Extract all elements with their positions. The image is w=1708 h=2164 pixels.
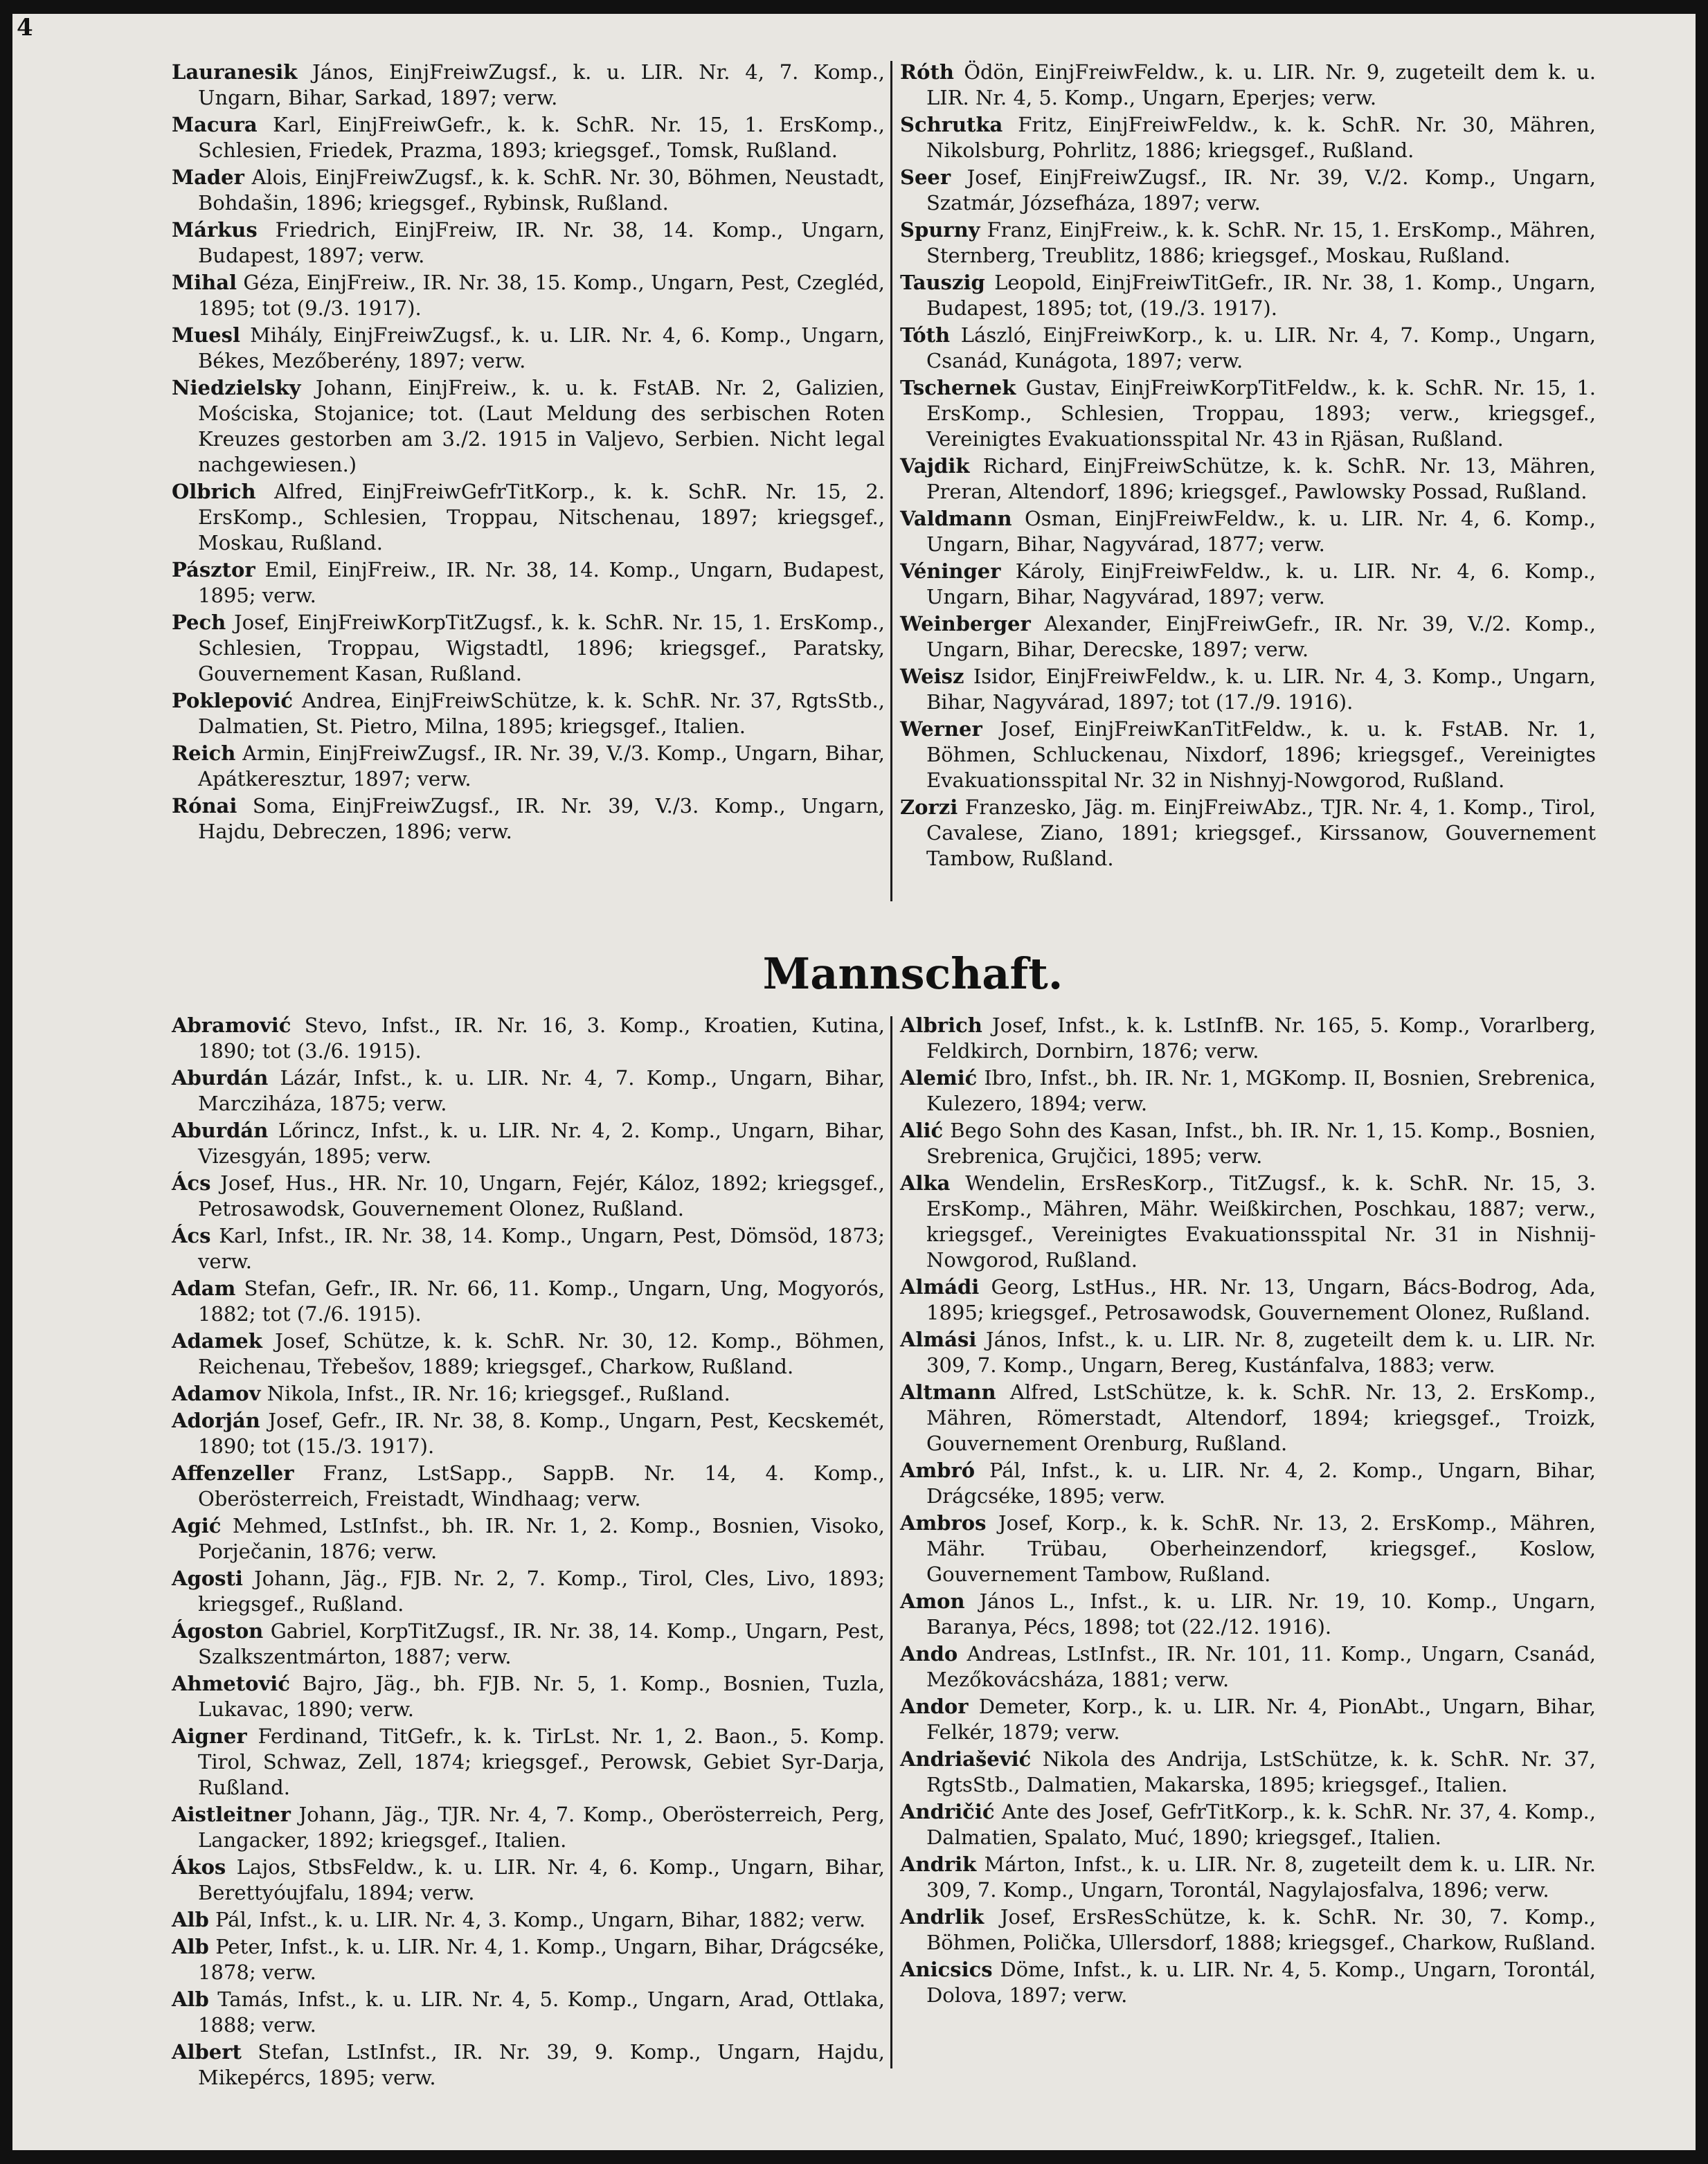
entry-surname: Vajdik [900, 454, 970, 478]
entry-surname: Alemić [900, 1066, 978, 1090]
list-entry [172, 557, 885, 608]
list-entry [172, 1987, 885, 2038]
list-entry [172, 793, 885, 845]
list-entry [172, 1171, 885, 1222]
entry-details: Ödön, EinjFreiwFeldw., k. u. LIR. Nr. 9, zugeteilt dem k. u. LIR. Nr. 4, 5. Komp., Ungarn, Eperjes; verw. [926, 60, 1596, 109]
entry-details: Emil, EinjFreiw., IR. Nr. 38, 14. Komp., Ungarn, Budapest, 1895; verw. [198, 558, 886, 607]
entry-surname: Weinberger [900, 612, 1031, 635]
entry-details: Georg, LstHus., HR. Nr. 13, Ungarn, Bács-Bodrog, Ada, 1895; kriegsgef., Petrosawodsk, Gouvernement Olonez, Rußland. [926, 1275, 1596, 1324]
entry-details: Gustav, EinjFreiwKorpTitFeldw., k. k. SchR. Nr. 15, 1. ErsKomp., Schlesien, Troppau, 1893; verw., kriegsgef., Vereinigtes Evakuationsspital Nr. 43 in Rjäsan, Rußland. [926, 376, 1597, 451]
entry-surname: Ágoston [172, 1619, 264, 1643]
entry-surname: Ács [172, 1224, 211, 1247]
entry-surname: Poklepović [172, 689, 294, 712]
list-entry [172, 688, 885, 739]
entry-details: Josef, Korp., k. k. SchR. Nr. 13, 2. ErsKomp., Mähren, Mähr. Trübau, Oberheinzendorf, kriegsgef., Koslow, Gouvernement Tambow, Rußland. [926, 1511, 1597, 1586]
list-entry [900, 716, 1596, 793]
entry-details: Nikola, Infst., IR. Nr. 16; kriegsgef., Rußland. [267, 1382, 730, 1405]
entry-surname: Zorzi [900, 795, 958, 819]
entry-details: Bego Sohn des Kasan, Infst., bh. IR. Nr. 1, 15. Komp., Bosnien, Srebrenica, Grujčici, 1895; verw. [926, 1119, 1596, 1168]
section-title: Mannschaft. [762, 948, 1063, 999]
document-page [12, 14, 1696, 2150]
entry-details: Lőrincz, Infst., k. u. LIR. Nr. 4, 2. Komp., Ungarn, Bihar, Vizesgyán, 1895; verw. [198, 1119, 885, 1168]
list-entry [900, 1589, 1596, 1640]
entry-details: János, EinjFreiwZugsf., k. u. LIR. Nr. 4, 7. Komp., Ungarn, Bihar, Sarkad, 1897; verw. [198, 60, 885, 109]
list-entry [172, 60, 885, 111]
entry-surname: Adamek [172, 1329, 262, 1353]
entry-details: Franz, LstSapp., SappB. Nr. 14, 4. Komp., Oberösterreich, Freistadt, Windhaag; verw. [198, 1461, 885, 1511]
entry-details: Friedrich, EinjFreiw, IR. Nr. 38, 14. Komp., Ungarn, Budapest, 1897; verw. [198, 218, 886, 267]
entry-surname: Macura [172, 113, 258, 136]
entry-surname: Lauranesik [172, 60, 298, 84]
entry-surname: Andrlik [900, 1905, 985, 1929]
entry-surname: Alb [172, 1935, 209, 1958]
entry-details: Fritz, EinjFreiwFeldw., k. k. SchR. Nr. 30, Mähren, Nikolsburg, Pohrlitz, 1886; kriegsgef., Rußland. [926, 113, 1597, 162]
entry-details: Peter, Infst., k. u. LIR. Nr. 4, 1. Komp., Ungarn, Bihar, Drágcséke, 1878; verw. [198, 1935, 885, 1984]
entry-surname: Werner [900, 717, 982, 741]
list-entry [900, 1957, 1596, 2008]
entry-surname: Aistleitner [172, 1803, 291, 1826]
entry-details: Tamás, Infst., k. u. LIR. Nr. 4, 5. Komp., Ungarn, Arad, Ottlaka, 1888; verw. [198, 1987, 885, 2037]
entry-surname: Mihal [172, 271, 237, 294]
entry-details: Johann, Jäg., TJR. Nr. 4, 7. Komp., Oberösterreich, Perg, Langacker, 1892; kriegsgef., Italien. [198, 1803, 886, 1852]
list-entry [172, 1118, 885, 1169]
entry-details: Döme, Infst., k. u. LIR. Nr. 4, 5. Komp., Ungarn, Torontál, Dolova, 1897; verw. [926, 1958, 1597, 2007]
page-number: 4 [17, 14, 33, 42]
entry-details: Karl, EinjFreiwGefr., k. k. SchR. Nr. 15, 1. ErsKomp., Schlesien, Friedek, Prazma, 1893; kriegsgef., Tomsk, Rußland. [198, 113, 886, 162]
entry-details: Andreas, LstInfst., IR. Nr. 101, 11. Komp., Ungarn, Csanád, Mezőkovácsháza, 1881; verw. [926, 1642, 1596, 1691]
list-entry [900, 217, 1596, 269]
entry-surname: Róth [900, 60, 954, 84]
entry-details: Franz, EinjFreiw., k. k. SchR. Nr. 15, 1. ErsKomp., Mähren, Sternberg, Treublitz, 1886; kriegsgef., Moskau, Rußland. [926, 218, 1597, 267]
list-entry [172, 217, 885, 269]
entry-surname: Aigner [172, 1724, 247, 1748]
list-entry [900, 1065, 1596, 1117]
list-entry [172, 1855, 885, 1906]
entry-details: Johann, Jäg., FJB. Nr. 2, 7. Komp., Tirol, Cles, Livo, 1893; kriegsgef., Rußland. [198, 1567, 885, 1616]
entry-surname: Alb [172, 1908, 209, 1931]
list-entry [172, 375, 885, 478]
list-entry [900, 375, 1596, 452]
entry-details: Gabriel, KorpTitZugsf., IR. Nr. 38, 14. Komp., Ungarn, Pest, Szalkszentmárton, 1887; verw. [198, 1619, 886, 1668]
list-entry [900, 1327, 1596, 1378]
entry-details: Lázár, Infst., k. u. LIR. Nr. 4, 7. Komp., Ungarn, Bihar, Marcziháza, 1875; verw. [198, 1066, 886, 1115]
entry-surname: Tschernek [900, 376, 1016, 399]
entry-details: László, EinjFreiwKorp., k. u. LIR. Nr. 4, 7. Komp., Ungarn, Csanád, Kunágota, 1897; verw. [926, 323, 1597, 372]
list-entry [900, 60, 1596, 111]
entry-details: Stefan, LstInfst., IR. Nr. 39, 9. Komp., Ungarn, Hajdu, Mikepércs, 1895; verw. [198, 2040, 885, 2089]
list-entry [172, 1461, 885, 1512]
entry-surname: Ando [900, 1642, 958, 1666]
list-entry [900, 1799, 1596, 1850]
list-entry [900, 664, 1596, 715]
entry-details: Richard, EinjFreiwSchütze, k. k. SchR. Nr. 13, Mähren, Preran, Altendorf, 1896; kriegsgef., Pawlowsky Possad, Rußland. [926, 454, 1596, 503]
list-entry [172, 1907, 885, 1933]
list-entry [900, 1511, 1596, 1587]
entry-surname: Abramović [172, 1013, 291, 1037]
entry-details: Alexander, EinjFreiwGefr., IR. Nr. 39, V./2. Komp., Ungarn, Bihar, Derecske, 1897; verw. [926, 612, 1596, 661]
entry-details: Karl, Infst., IR. Nr. 38, 14. Komp., Ungarn, Pest, Dömsöd, 1873; verw. [198, 1224, 885, 1273]
entry-surname: Amon [900, 1589, 965, 1613]
entry-details: Josef, EinjFreiwZugsf., IR. Nr. 39, V./2. Komp., Ungarn, Szatmár, Józsefháza, 1897; verw. [926, 165, 1596, 215]
list-entry [172, 479, 885, 556]
entry-details: Armin, EinjFreiwZugsf., IR. Nr. 39, V./3. Komp., Ungarn, Bihar, Apátkeresztur, 1897; verw. [198, 741, 885, 791]
entry-details: Andrea, EinjFreiwSchütze, k. k. SchR. Nr. 37, RgtsStb., Dalmatien, St. Pietro, Milna, 1895; kriegsgef., Italien. [198, 689, 885, 738]
entry-details: János L., Infst., k. u. LIR. Nr. 19, 10. Komp., Ungarn, Baranya, Pécs, 1898; tot (22./12. 1916). [926, 1589, 1597, 1639]
entry-surname: Altmann [900, 1380, 996, 1404]
list-entry [900, 611, 1596, 662]
list-entry [172, 1934, 885, 1985]
list-entry [172, 1408, 885, 1459]
entry-surname: Rónai [172, 794, 237, 818]
list-entry [172, 1566, 885, 1617]
list-entry [900, 1274, 1596, 1326]
entry-surname: Ambros [900, 1511, 987, 1535]
entry-surname: Alić [900, 1119, 944, 1142]
entry-surname: Schrutka [900, 113, 1003, 136]
entry-details: Johann, EinjFreiw., k. u. k. FstAB. Nr. 2, Galizien, Mościska, Stojanice; tot. (Laut Meldung des serbischen Roten Kreuzes gestorben am 3./2. 1915 in Valjevo, Serbien. Nicht legal nachgewiesen.) [198, 376, 885, 476]
entry-surname: Aburdán [172, 1119, 269, 1142]
entry-details: Bajro, Jäg., bh. FJB. Nr. 5, 1. Komp., Bosnien, Tuzla, Lukavac, 1890; verw. [198, 1672, 885, 1721]
entry-details: Wendelin, ErsResKorp., TitZugsf., k. k. SchR. Nr. 15, 3. ErsKomp., Mähren, Mähr. Weißkirchen, Poschkau, 1887; verw., kriegsgef., Vereinigtes Evakuationsspital Nr. 31 in Nishnij-Nowgorod, Rußland. [926, 1171, 1596, 1272]
entry-details: János, Infst., k. u. LIR. Nr. 8, zugeteilt dem k. u. LIR. Nr. 309, 7. Komp., Ungarn, Bereg, Kustánfalva, 1883; verw. [926, 1328, 1597, 1377]
entry-details: Josef, Hus., HR. Nr. 10, Ungarn, Fejér, Káloz, 1892; kriegsgef., Petrosawodsk, Gouvernement Olonez, Rußland. [198, 1171, 885, 1220]
entry-details: Josef, Infst., k. k. LstInfB. Nr. 165, 5. Komp., Vorarlberg, Feldkirch, Dornbirn, 1876; verw. [926, 1013, 1597, 1063]
entry-details: Ferdinand, TitGefr., k. k. TirLst. Nr. 1, 2. Baon., 5. Komp. Tirol, Schwaz, Zell, 1874; kriegsgef., Perowsk, Gebiet Syr-Darja, Rußland. [198, 1724, 885, 1799]
list-entry [900, 1641, 1596, 1693]
entry-surname: Spurny [900, 218, 980, 242]
entry-surname: Affenzeller [172, 1461, 294, 1485]
list-entry [172, 741, 885, 792]
entry-details: Josef, Schütze, k. k. SchR. Nr. 30, 12. Komp., Böhmen, Reichenau, Třebešov, 1889; kriegsgef., Charkow, Rußland. [198, 1329, 885, 1378]
list-entry [172, 1223, 885, 1274]
entry-details: Leopold, EinjFreiwTitGefr., IR. Nr. 38, 1. Komp., Ungarn, Budapest, 1895; tot, (19./3. 1917). [926, 271, 1597, 320]
entry-details: Géza, EinjFreiw., IR. Nr. 38, 15. Komp., Ungarn, Pest, Czegléd, 1895; tot (9./3. 1917). [198, 271, 885, 320]
list-entry [900, 1694, 1596, 1745]
entry-surname: Tauszig [900, 271, 985, 294]
list-entry [900, 1013, 1596, 1064]
list-entry [172, 1724, 885, 1801]
entry-details: Károly, EinjFreiwFeldw., k. u. LIR. Nr. 4, 6. Komp., Ungarn, Bihar, Nagyvárad, 1897; verw. [926, 559, 1597, 608]
list-entry [172, 610, 885, 687]
list-entry [172, 1276, 885, 1327]
list-entry [172, 1619, 885, 1670]
list-entry [172, 1381, 885, 1407]
list-entry [172, 112, 885, 163]
entry-surname: Andrik [900, 1852, 977, 1876]
list-entry [172, 323, 885, 374]
entry-surname: Adam [172, 1277, 236, 1300]
entry-surname: Tóth [900, 323, 951, 347]
entry-details: Stefan, Gefr., IR. Nr. 66, 11. Komp., Ungarn, Ung, Mogyorós, 1882; tot (7./6. 1915). [198, 1277, 886, 1326]
entry-surname: Pásztor [172, 558, 255, 581]
entry-surname: Pech [172, 611, 226, 634]
entry-details: Alfred, EinjFreiwGefrTitKorp., k. k. SchR. Nr. 15, 2. ErsKomp., Schlesien, Troppau, Nitschenau, 1897; kriegsgef., Moskau, Rußland. [198, 480, 886, 554]
list-entry [900, 323, 1596, 374]
entry-surname: Agić [172, 1514, 222, 1538]
entry-surname: Alb [172, 1987, 209, 2011]
entry-details: Ibro, Infst., bh. IR. Nr. 1, MGKomp. II, Bosnien, Srebrenica, Kulezero, 1894; verw. [926, 1066, 1596, 1115]
list-entry [900, 1747, 1596, 1798]
entry-details: Isidor, EinjFreiwFeldw., k. u. LIR. Nr. 4, 3. Komp., Ungarn, Bihar, Nagyvárad, 1897; tot (17./9. 1916). [926, 665, 1597, 714]
list-entry [900, 270, 1596, 321]
list-entry [172, 1513, 885, 1565]
entry-details: Demeter, Korp., k. u. LIR. Nr. 4, PionAbt., Ungarn, Bihar, Felkér, 1879; verw. [926, 1695, 1596, 1744]
entry-surname: Adorján [172, 1409, 260, 1432]
list-entry [900, 1904, 1596, 1956]
entry-details: Osman, EinjFreiwFeldw., k. u. LIR. Nr. 4, 6. Komp., Ungarn, Bihar, Nagyvárad, 1877; verw. [926, 507, 1596, 556]
list-entry [172, 270, 885, 321]
entry-details: Márton, Infst., k. u. LIR. Nr. 8, zugeteilt dem k. u. LIR. Nr. 309, 7. Komp., Ungarn, Torontál, Nagylajosfalva, 1896; verw. [926, 1852, 1597, 1902]
entry-surname: Andor [900, 1695, 969, 1718]
entry-surname: Seer [900, 165, 951, 189]
entry-surname: Ahmetović [172, 1672, 290, 1695]
entry-details: Stevo, Infst., IR. Nr. 16, 3. Komp., Kroatien, Kutina, 1890; tot (3./6. 1915). [198, 1013, 885, 1063]
entry-surname: Anicsics [900, 1958, 993, 1981]
entry-details: Lajos, StbsFeldw., k. u. LIR. Nr. 4, 6. Komp., Ungarn, Bihar, Berettyóujfalu, 1894; verw. [198, 1855, 886, 1904]
list-entry [900, 795, 1596, 872]
entry-surname: Albert [172, 2040, 242, 2064]
list-entry [900, 165, 1596, 216]
list-entry [172, 1671, 885, 1722]
entry-details: Pál, Infst., k. u. LIR. Nr. 4, 3. Komp., Ungarn, Bihar, 1882; verw. [215, 1908, 866, 1931]
entry-surname: Ambró [900, 1459, 976, 1482]
entry-details: Josef, Gefr., IR. Nr. 38, 8. Komp., Ungarn, Pest, Kecskemét, 1890; tot (15./3. 1917). [198, 1409, 886, 1458]
top-left-column [172, 60, 885, 846]
entry-surname: Adamov [172, 1382, 261, 1405]
entry-details: Josef, EinjFreiwKanTitFeldw., k. u. k. FstAB. Nr. 1, Böhmen, Schluckenau, Nixdorf, 1896; kriegsgef., Vereinigtes Evakuationsspital Nr. 32 in Nishnyj-Nowgorod, Rußland. [926, 717, 1596, 792]
list-entry [900, 1852, 1596, 1903]
entry-surname: Márkus [172, 218, 258, 242]
entry-surname: Mader [172, 165, 244, 189]
entry-details: Mihály, EinjFreiwZugsf., k. u. LIR. Nr. 4, 6. Komp., Ungarn, Békes, Mezőberény, 1897; verw. [198, 323, 886, 372]
list-entry [900, 1171, 1596, 1273]
list-entry [172, 1013, 885, 1064]
list-entry [172, 1328, 885, 1380]
entry-surname: Weisz [900, 665, 964, 688]
entry-details: Nikola des Andrija, LstSchütze, k. k. SchR. Nr. 37, RgtsStb., Dalmatien, Makarska, 1895; kriegsgef., Italien. [926, 1747, 1597, 1796]
entry-surname: Niedzielsky [172, 376, 301, 399]
list-entry [900, 112, 1596, 163]
list-entry [900, 1380, 1596, 1457]
entry-details: Josef, ErsResSchütze, k. k. SchR. Nr. 30, 7. Komp., Böhmen, Polička, Ullersdorf, 1888; kriegsgef., Charkow, Rußland. [926, 1905, 1596, 1954]
list-entry [172, 1802, 885, 1853]
list-entry [900, 1458, 1596, 1509]
entry-details: Pál, Infst., k. u. LIR. Nr. 4, 2. Komp., Ungarn, Bihar, Drágcséke, 1895; verw. [926, 1459, 1597, 1508]
entry-surname: Agosti [172, 1567, 243, 1590]
list-entry [172, 2039, 885, 2091]
entry-details: Franzesko, Jäg. m. EinjFreiwAbz., TJR. Nr. 4, 1. Komp., Tirol, Cavalese, Ziano, 1891; kriegsgef., Kirssanow, Gouvernement Tambow, Rußland. [926, 795, 1596, 870]
bottom-left-column [172, 1013, 885, 2092]
entry-details: Soma, EinjFreiwZugsf., IR. Nr. 39, V./3. Komp., Ungarn, Hajdu, Debreczen, 1896; verw. [198, 794, 886, 843]
entry-surname: Muesl [172, 323, 240, 347]
list-entry [172, 1065, 885, 1117]
list-entry [900, 453, 1596, 505]
bottom-right-column [900, 1013, 1596, 2010]
entry-surname: Alka [900, 1171, 951, 1195]
entry-surname: Reich [172, 741, 236, 765]
column-divider-bottom [890, 1016, 892, 2068]
entry-surname: Almádi [900, 1275, 980, 1299]
top-right-column [900, 60, 1596, 873]
entry-surname: Ács [172, 1171, 211, 1195]
list-entry [900, 1118, 1596, 1169]
entry-details: Mehmed, LstInfst., bh. IR. Nr. 1, 2. Komp., Bosnien, Visoko, Porječanin, 1876; verw. [198, 1514, 885, 1563]
list-entry [900, 559, 1596, 610]
entry-surname: Almási [900, 1328, 977, 1351]
list-entry [172, 165, 885, 216]
entry-surname: Albrich [900, 1013, 982, 1037]
entry-surname: Véninger [900, 559, 1001, 583]
entry-surname: Ákos [172, 1855, 226, 1879]
entry-details: Josef, EinjFreiwKorpTitZugsf., k. k. SchR. Nr. 15, 1. ErsKomp., Schlesien, Troppau, Wigstadtl, 1896; kriegsgef., Paratsky, Gouvernement Kasan, Rußland. [198, 611, 886, 685]
entry-surname: Andričić [900, 1800, 995, 1823]
entry-surname: Andriašević [900, 1747, 1032, 1771]
entry-details: Alois, EinjFreiwZugsf., k. k. SchR. Nr. 30, Böhmen, Neustadt, Bohdašin, 1896; kriegsgef., Rybinsk, Rußland. [198, 165, 886, 215]
entry-surname: Olbrich [172, 480, 256, 503]
entry-surname: Aburdán [172, 1066, 269, 1090]
entry-details: Ante des Josef, GefrTitKorp., k. k. SchR. Nr. 37, 4. Komp., Dalmatien, Spalato, Muć, 1890; kriegsgef., Italien. [926, 1800, 1596, 1849]
entry-details: Alfred, LstSchütze, k. k. SchR. Nr. 13, 2. ErsKomp., Mähren, Römerstadt, Altendorf, 1894; kriegsgef., Troizk, Gouvernement Orenburg, Rußland. [926, 1380, 1596, 1455]
list-entry [900, 506, 1596, 557]
column-divider-top [890, 61, 892, 901]
entry-surname: Valdmann [900, 507, 1012, 530]
